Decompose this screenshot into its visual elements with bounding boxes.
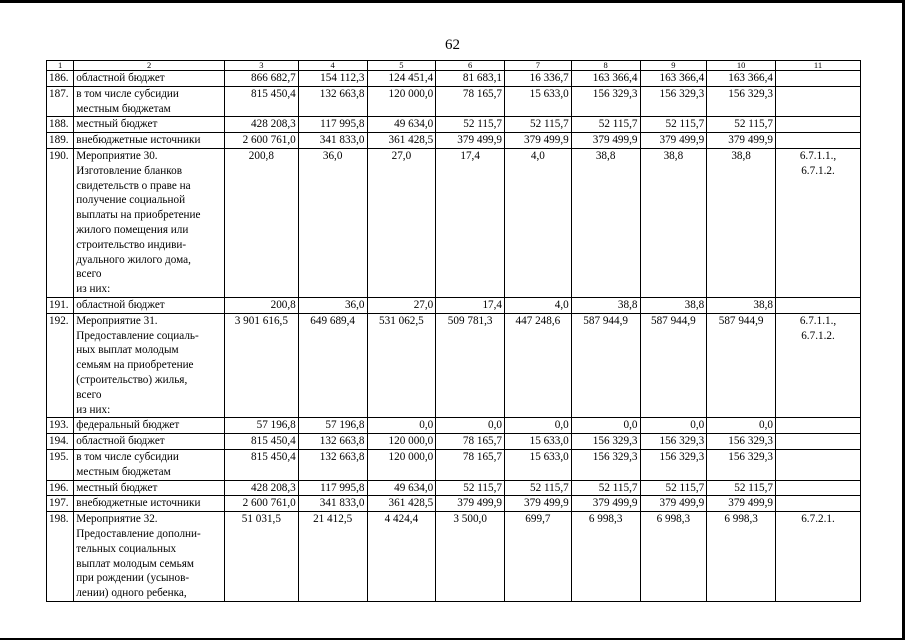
- description-line: в том числе субсидии: [76, 87, 179, 100]
- amount-cell: 117 995,8: [298, 117, 367, 133]
- indicator-code-line: 6.7.1.2.: [801, 329, 835, 342]
- description-line: внебюджетные источники: [76, 497, 201, 510]
- description-line: Изготовление бланков: [76, 164, 182, 177]
- amount-cell: 57 196,8: [298, 418, 367, 434]
- amount-cell: 156 329,3: [707, 449, 776, 480]
- indicator-code-cell: [775, 148, 860, 297]
- description-line: местный бюджет: [76, 118, 158, 131]
- indicator-code-cell: [775, 434, 860, 450]
- description-line: местный бюджет: [76, 481, 158, 494]
- amount-cell: 866 682,7: [224, 71, 298, 87]
- amount-cell: 379 499,9: [505, 496, 572, 512]
- amount-cell: 4,0: [505, 297, 572, 313]
- amount-cell: 52 115,7: [505, 480, 572, 496]
- column-number-cell: 5: [367, 61, 436, 71]
- description-line: всего: [76, 268, 102, 281]
- amount-cell: 38,8: [707, 297, 776, 313]
- indicator-code-cell: [775, 480, 860, 496]
- item-description-cell: [74, 86, 225, 117]
- table-row: [47, 148, 861, 297]
- amount-cell: 587 944,9: [640, 313, 707, 418]
- amount-cell: 2 600 761,0: [224, 133, 298, 149]
- amount-cell: 4,0: [505, 148, 572, 297]
- indicator-code-cell: [775, 512, 860, 602]
- table-row: [47, 86, 861, 117]
- amount-cell: 38,8: [707, 148, 776, 297]
- description-line: в том числе субсидии: [76, 450, 179, 463]
- amount-cell: 379 499,9: [436, 496, 505, 512]
- amount-cell: 17,4: [436, 297, 505, 313]
- item-description-cell: [74, 117, 225, 133]
- amount-cell: 0,0: [571, 418, 640, 434]
- row-number-cell: 198.: [47, 512, 74, 602]
- description-line: получение социальной: [76, 194, 186, 207]
- description-line: Предоставление социаль-: [76, 329, 199, 342]
- description-line: Мероприятие 30.: [76, 149, 158, 162]
- amount-cell: 120 000,0: [367, 449, 436, 480]
- amount-cell: 52 115,7: [571, 480, 640, 496]
- item-description-cell: [74, 133, 225, 149]
- table-row: [47, 512, 861, 602]
- amount-cell: 361 428,5: [367, 496, 436, 512]
- amount-cell: 27,0: [367, 148, 436, 297]
- description-line: семьям на приобретение: [76, 359, 194, 372]
- description-line: при рождении (усынов-: [76, 572, 190, 585]
- amount-cell: 0,0: [640, 418, 707, 434]
- column-number-cell: 1: [47, 61, 74, 71]
- amount-cell: 15 633,0: [505, 449, 572, 480]
- table-row: [47, 496, 861, 512]
- column-number-cell: 3: [224, 61, 298, 71]
- indicator-code-cell: [775, 133, 860, 149]
- amount-cell: 17,4: [436, 148, 505, 297]
- row-number-cell: 197.: [47, 496, 74, 512]
- amount-cell: 379 499,9: [571, 496, 640, 512]
- amount-cell: 38,8: [571, 148, 640, 297]
- description-line: областной бюджет: [76, 435, 165, 448]
- amount-cell: 4 424,4: [367, 512, 436, 602]
- amount-cell: 52 115,7: [707, 480, 776, 496]
- amount-cell: 15 633,0: [505, 434, 572, 450]
- row-number-cell: 196.: [47, 480, 74, 496]
- amount-cell: 156 329,3: [571, 86, 640, 117]
- amount-cell: 120 000,0: [367, 434, 436, 450]
- description-line: из них:: [76, 283, 111, 296]
- item-description-cell: [74, 148, 225, 297]
- column-number-cell: 6: [436, 61, 505, 71]
- amount-cell: 156 329,3: [640, 449, 707, 480]
- column-number-cell: 7: [505, 61, 572, 71]
- amount-cell: 124 451,4: [367, 71, 436, 87]
- amount-cell: 154 112,3: [298, 71, 367, 87]
- item-description-cell: [74, 313, 225, 418]
- amount-cell: 16 336,7: [505, 71, 572, 87]
- amount-cell: 428 208,3: [224, 117, 298, 133]
- amount-cell: 21 412,5: [298, 512, 367, 602]
- amount-cell: 815 450,4: [224, 434, 298, 450]
- row-number-cell: 186.: [47, 71, 74, 87]
- amount-cell: 117 995,8: [298, 480, 367, 496]
- item-description-cell: [74, 434, 225, 450]
- row-number-cell: 192.: [47, 313, 74, 418]
- table-row: [47, 480, 861, 496]
- item-description-cell: [74, 449, 225, 480]
- amount-cell: 0,0: [367, 418, 436, 434]
- amount-cell: 361 428,5: [367, 133, 436, 149]
- amount-cell: 428 208,3: [224, 480, 298, 496]
- amount-cell: 78 165,7: [436, 86, 505, 117]
- amount-cell: 38,8: [640, 297, 707, 313]
- amount-cell: 379 499,9: [436, 133, 505, 149]
- item-description-cell: [74, 297, 225, 313]
- amount-cell: 3 500,0: [436, 512, 505, 602]
- amount-cell: 78 165,7: [436, 434, 505, 450]
- row-number-cell: 187.: [47, 86, 74, 117]
- item-description-cell: [74, 496, 225, 512]
- column-number-cell: 11: [775, 61, 860, 71]
- table-row: [47, 418, 861, 434]
- row-number-cell: 188.: [47, 117, 74, 133]
- indicator-code-cell: [775, 71, 860, 87]
- description-line: областной бюджет: [76, 72, 165, 84]
- table-row: [47, 434, 861, 450]
- description-line: внебюджетные источники: [76, 134, 201, 147]
- description-line: тельных социальных: [76, 542, 177, 555]
- amount-cell: 57 196,8: [224, 418, 298, 434]
- description-line: областной бюджет: [76, 298, 165, 311]
- amount-cell: 163 366,4: [707, 71, 776, 87]
- indicator-code-cell: [775, 117, 860, 133]
- amount-cell: 3 901 616,5: [224, 313, 298, 418]
- amount-cell: 0,0: [436, 418, 505, 434]
- indicator-code-cell: [775, 313, 860, 418]
- amount-cell: 587 944,9: [571, 313, 640, 418]
- amount-cell: 0,0: [505, 418, 572, 434]
- amount-cell: 6 998,3: [571, 512, 640, 602]
- table-row: [47, 71, 861, 87]
- indicator-code-cell: [775, 449, 860, 480]
- amount-cell: 163 366,4: [571, 71, 640, 87]
- amount-cell: 132 663,8: [298, 86, 367, 117]
- amount-cell: 379 499,9: [571, 133, 640, 149]
- description-line: местным бюджетам: [76, 102, 171, 115]
- description-line: жилого помещения или: [76, 223, 189, 236]
- column-number-cell: 2: [74, 61, 225, 71]
- description-line: Мероприятие 31.: [76, 314, 158, 327]
- amount-cell: 52 115,7: [707, 117, 776, 133]
- amount-cell: 156 329,3: [571, 434, 640, 450]
- amount-cell: 200,8: [224, 148, 298, 297]
- column-number-cell: 4: [298, 61, 367, 71]
- amount-cell: 163 366,4: [640, 71, 707, 87]
- amount-cell: 15 633,0: [505, 86, 572, 117]
- amount-cell: 447 248,6: [505, 313, 572, 418]
- amount-cell: 52 115,7: [571, 117, 640, 133]
- table-row: [47, 313, 861, 418]
- description-line: всего: [76, 388, 102, 401]
- row-number-cell: 189.: [47, 133, 74, 149]
- row-number-cell: 191.: [47, 297, 74, 313]
- amount-cell: 379 499,9: [640, 133, 707, 149]
- description-line: федеральный бюджет: [76, 419, 180, 432]
- amount-cell: 52 115,7: [436, 480, 505, 496]
- indicator-code-line: 6.7.1.2.: [801, 164, 835, 177]
- indicator-code-cell: [775, 418, 860, 434]
- indicator-code-cell: [775, 297, 860, 313]
- amount-cell: 49 634,0: [367, 117, 436, 133]
- table-row: [47, 133, 861, 149]
- description-line: лении) одного ребенка,: [76, 587, 187, 600]
- amount-cell: 78 165,7: [436, 449, 505, 480]
- amount-cell: 0,0: [707, 418, 776, 434]
- amount-cell: 379 499,9: [640, 496, 707, 512]
- description-line: строительство индиви-: [76, 238, 187, 251]
- amount-cell: 156 329,3: [707, 434, 776, 450]
- item-description-cell: [74, 480, 225, 496]
- amount-cell: 531 062,5: [367, 313, 436, 418]
- amount-cell: 36,0: [298, 148, 367, 297]
- table-row: [47, 117, 861, 133]
- amount-cell: 156 329,3: [640, 434, 707, 450]
- amount-cell: 52 115,7: [640, 117, 707, 133]
- row-number-cell: 190.: [47, 148, 74, 297]
- row-number-cell: 195.: [47, 449, 74, 480]
- amount-cell: 815 450,4: [224, 86, 298, 117]
- amount-cell: 38,8: [571, 297, 640, 313]
- budget-table: [46, 60, 861, 602]
- description-line: выплат молодым семьям: [76, 557, 194, 570]
- amount-cell: 52 115,7: [505, 117, 572, 133]
- column-number-header-row: [47, 61, 861, 71]
- amount-cell: 156 329,3: [571, 449, 640, 480]
- indicator-code-cell: [775, 86, 860, 117]
- amount-cell: 341 833,0: [298, 496, 367, 512]
- indicator-code-cell: [775, 496, 860, 512]
- table-row: [47, 297, 861, 313]
- amount-cell: 120 000,0: [367, 86, 436, 117]
- amount-cell: 815 450,4: [224, 449, 298, 480]
- row-number-cell: 194.: [47, 434, 74, 450]
- amount-cell: 379 499,9: [707, 133, 776, 149]
- amount-cell: 156 329,3: [640, 86, 707, 117]
- amount-cell: 699,7: [505, 512, 572, 602]
- column-number-cell: 9: [640, 61, 707, 71]
- description-line: ных выплат молодым: [76, 344, 179, 357]
- indicator-code-line: 6.7.1.1.,: [799, 149, 837, 162]
- amount-cell: 51 031,5: [224, 512, 298, 602]
- amount-cell: 132 663,8: [298, 434, 367, 450]
- amount-cell: 509 781,3: [436, 313, 505, 418]
- item-description-cell: [74, 512, 225, 602]
- amount-cell: 36,0: [298, 297, 367, 313]
- description-line: свидетельств о праве на: [76, 179, 191, 192]
- amount-cell: 132 663,8: [298, 449, 367, 480]
- amount-cell: 649 689,4: [298, 313, 367, 418]
- amount-cell: 379 499,9: [505, 133, 572, 149]
- indicator-code-line: 6.7.2.1.: [801, 513, 835, 526]
- description-line: дуального жилого дома,: [76, 253, 191, 266]
- amount-cell: 81 683,1: [436, 71, 505, 87]
- amount-cell: 6 998,3: [707, 512, 776, 602]
- amount-cell: 200,8: [224, 297, 298, 313]
- amount-cell: 38,8: [640, 148, 707, 297]
- item-description-cell: [74, 418, 225, 434]
- amount-cell: 587 944,9: [707, 313, 776, 418]
- column-number-cell: 10: [707, 61, 776, 71]
- amount-cell: 6 998,3: [640, 512, 707, 602]
- amount-cell: 52 115,7: [640, 480, 707, 496]
- scan-top-border: [0, 0, 905, 3]
- amount-cell: 52 115,7: [436, 117, 505, 133]
- description-line: из них:: [76, 403, 111, 416]
- description-line: выплаты на приобретение: [76, 209, 201, 222]
- column-number-cell: 8: [571, 61, 640, 71]
- page-number: 62: [445, 37, 460, 53]
- amount-cell: 156 329,3: [707, 86, 776, 117]
- indicator-code-line: 6.7.1.1.,: [799, 314, 837, 327]
- row-number-cell: 193.: [47, 418, 74, 434]
- description-line: Мероприятие 32.: [76, 513, 158, 526]
- amount-cell: 379 499,9: [707, 496, 776, 512]
- amount-cell: 341 833,0: [298, 133, 367, 149]
- description-line: местным бюджетам: [76, 465, 171, 478]
- description-line: (строительство) жилья,: [76, 373, 188, 386]
- amount-cell: 27,0: [367, 297, 436, 313]
- description-line: Предоставление дополни-: [76, 527, 201, 540]
- amount-cell: 2 600 761,0: [224, 496, 298, 512]
- table-row: [47, 449, 861, 480]
- item-description-cell: [74, 71, 225, 87]
- amount-cell: 49 634,0: [367, 480, 436, 496]
